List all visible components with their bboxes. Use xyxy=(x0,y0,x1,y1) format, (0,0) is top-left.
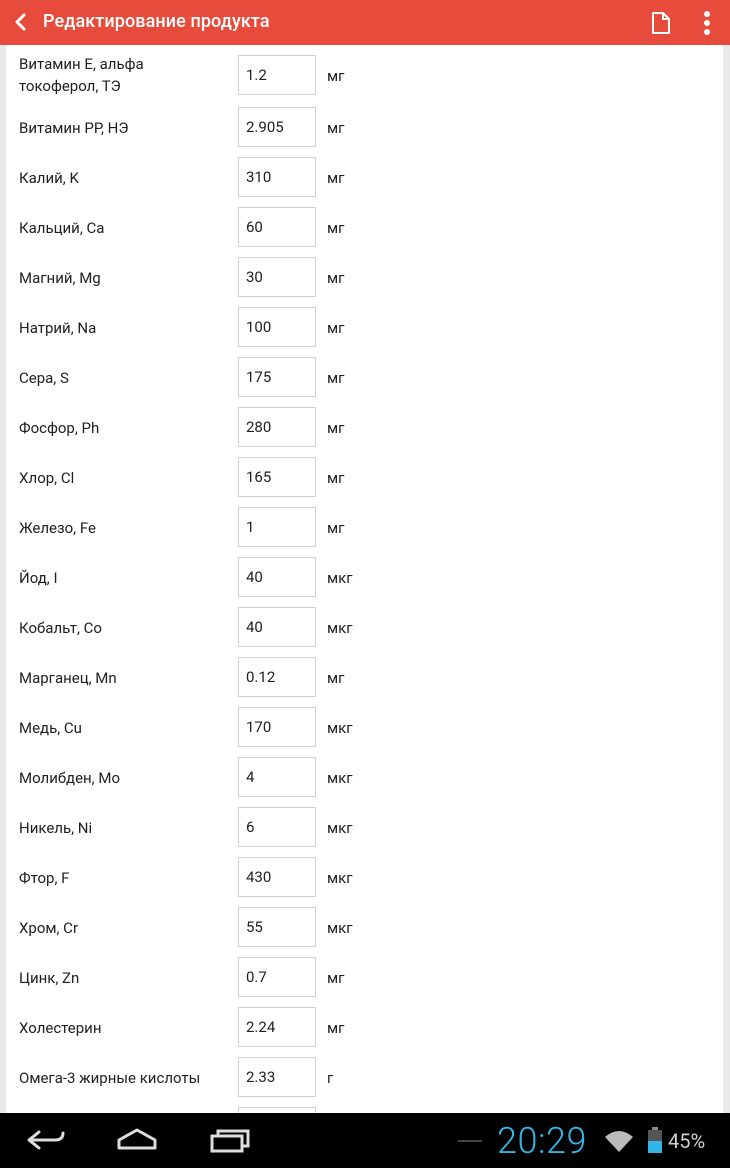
nutrient-label: Кальций, Ca xyxy=(19,219,105,237)
nutrient-value-input[interactable]: 40 xyxy=(238,557,316,597)
nutrient-unit: мкг xyxy=(327,619,353,637)
nutrient-row xyxy=(6,1103,723,1113)
nutrient-row xyxy=(6,203,723,253)
back-nav-icon[interactable] xyxy=(25,1126,67,1154)
nutrient-value-input[interactable]: 1.2 xyxy=(238,55,316,95)
nutrient-label: Молибден, Mo xyxy=(19,769,121,787)
nutrient-unit: мг xyxy=(327,1019,345,1037)
nutrient-unit: мг xyxy=(327,469,345,487)
nutrient-value-input[interactable]: 60 xyxy=(238,207,316,247)
nutrient-unit: мг xyxy=(327,319,345,337)
nutrient-row xyxy=(6,803,723,853)
nutrient-value-input[interactable]: 310 xyxy=(238,157,316,197)
nutrient-value-input[interactable]: 170 xyxy=(238,707,316,747)
nutrient-value-input[interactable]: 30 xyxy=(238,257,316,297)
nutrient-label: Витамин РР, НЭ xyxy=(19,119,129,137)
nutrient-row xyxy=(6,103,723,153)
nutrient-row xyxy=(6,553,723,603)
nutrient-value-input[interactable]: 55 xyxy=(238,907,316,947)
nutrient-unit: мг xyxy=(327,419,345,437)
nutrient-row xyxy=(6,303,723,353)
nutrient-value-input[interactable]: 6 xyxy=(238,807,316,847)
nutrient-row xyxy=(6,903,723,953)
wifi-icon xyxy=(604,1129,634,1153)
nutrient-label: Фосфор, Ph xyxy=(19,419,100,437)
nutrient-label: Омега-3 жирные кислоты xyxy=(19,1069,201,1087)
nutrient-unit: мг xyxy=(327,169,345,187)
recents-nav-icon[interactable] xyxy=(208,1126,252,1154)
nutrient-unit: мг xyxy=(327,519,345,537)
battery-percent: 45% xyxy=(668,1129,706,1153)
nutrient-value-input[interactable]: 2.905 xyxy=(238,107,316,147)
nutrient-unit: мг xyxy=(327,219,345,237)
nutrient-label: Магний, Mg xyxy=(19,269,101,287)
nutrient-label: Хром, Cr xyxy=(19,919,79,937)
nutrient-label: Фтор, F xyxy=(19,869,70,887)
nutrient-value-input[interactable]: 165 xyxy=(238,457,316,497)
nutrient-unit: мкг xyxy=(327,819,353,837)
nutrient-unit: мкг xyxy=(327,919,353,937)
nutrient-value-input[interactable]: 2.33 xyxy=(238,1057,316,1097)
nutrient-row xyxy=(6,153,723,203)
nutrient-value-input[interactable]: 430 xyxy=(238,857,316,897)
nutrient-row xyxy=(6,453,723,503)
battery-icon xyxy=(647,1126,663,1154)
nutrient-value-input[interactable]: 0.12 xyxy=(238,657,316,697)
nutrient-value-input[interactable]: 0.7 xyxy=(238,957,316,997)
nutrient-row xyxy=(6,703,723,753)
nutrient-unit: мкг xyxy=(327,719,353,737)
nutrient-row xyxy=(6,353,723,403)
nutrient-row xyxy=(6,753,723,803)
nutrient-unit: мкг xyxy=(327,569,353,587)
nutrient-label: Никель, Ni xyxy=(19,819,93,837)
nutrient-label: Витамин Е, альфа токоферол, ТЭ xyxy=(19,55,144,95)
nutrient-unit: мг xyxy=(327,269,345,287)
clock: 20:29 xyxy=(497,1120,587,1162)
nutrient-unit: мг xyxy=(327,369,345,387)
page-title: Редактирование продукта xyxy=(43,11,270,32)
divider xyxy=(458,1140,482,1142)
nutrient-value-input[interactable]: 40 xyxy=(238,607,316,647)
home-nav-icon[interactable] xyxy=(115,1126,159,1154)
nutrient-label: Марганец, Mn xyxy=(19,669,117,687)
nutrient-unit: г xyxy=(327,1069,334,1087)
nutrient-row xyxy=(6,1003,723,1053)
nutrient-unit: мг xyxy=(327,669,345,687)
app-bar xyxy=(0,0,730,45)
nutrient-value-input[interactable]: 4 xyxy=(238,757,316,797)
nutrient-row xyxy=(6,51,723,103)
nutrient-row xyxy=(6,503,723,553)
nutrient-value-input[interactable]: 1 xyxy=(238,507,316,547)
nutrient-value-input[interactable]: 2.24 xyxy=(238,1007,316,1047)
nutrient-label: Холестерин xyxy=(19,1019,102,1037)
nutrient-row xyxy=(6,403,723,453)
nutrient-row xyxy=(6,953,723,1003)
nutrient-value-input[interactable]: 280 xyxy=(238,407,316,447)
nutrient-row xyxy=(6,1053,723,1103)
nutrient-unit: мкг xyxy=(327,769,353,787)
nutrient-label: Железо, Fe xyxy=(19,519,96,537)
nutrient-label: Сера, S xyxy=(19,369,69,387)
nutrient-row xyxy=(6,653,723,703)
nutrient-unit: мг xyxy=(327,67,345,85)
product-edit-form xyxy=(6,45,723,1113)
nutrient-value-input[interactable]: 175 xyxy=(238,357,316,397)
more-vert-icon[interactable] xyxy=(697,9,717,37)
nutrient-unit: мкг xyxy=(327,869,353,887)
nutrient-label: Йод, I xyxy=(19,569,58,587)
nutrient-label: Калий, K xyxy=(19,169,79,187)
nutrient-value-input[interactable]: 100 xyxy=(238,307,316,347)
nutrient-row xyxy=(6,853,723,903)
system-nav-bar xyxy=(0,1113,730,1168)
nutrient-label: Натрий, Na xyxy=(19,319,97,337)
nutrient-row xyxy=(6,253,723,303)
document-icon[interactable] xyxy=(650,11,672,35)
nutrient-row xyxy=(6,603,723,653)
nutrient-label: Хлор, Cl xyxy=(19,469,75,487)
nutrient-unit: мг xyxy=(327,119,345,137)
nutrient-label: Медь, Cu xyxy=(19,719,82,737)
back-icon[interactable] xyxy=(10,10,32,34)
nutrient-label: Кобальт, Co xyxy=(19,619,102,637)
nutrient-label: Цинк, Zn xyxy=(19,969,80,987)
nutrient-unit: мг xyxy=(327,969,345,987)
